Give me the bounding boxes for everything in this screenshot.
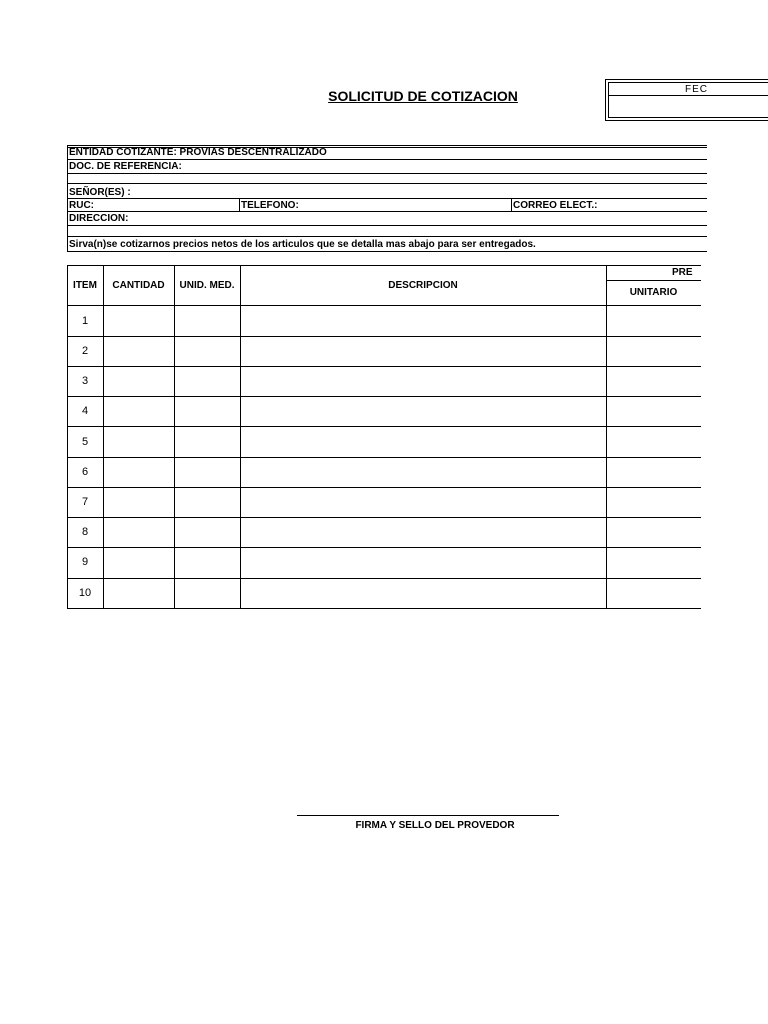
item-number: 7 [81, 496, 89, 508]
item-number: 4 [81, 405, 89, 417]
direccion-label: DIRECCION: [69, 213, 129, 224]
table-line [67, 336, 701, 337]
doc-referencia-label: DOC. DE REFERENCIA: [69, 161, 182, 172]
item-number: 10 [78, 587, 92, 599]
table-border [606, 265, 607, 609]
table-top-border [67, 265, 701, 266]
precio-subheader-line [606, 280, 701, 281]
header-cantidad: CANTIDAD [112, 280, 165, 291]
senores-label: SEÑOR(ES) : [69, 187, 131, 198]
item-number: 3 [81, 375, 89, 387]
table-line [67, 366, 701, 367]
item-number: 6 [81, 466, 89, 478]
item-number: 8 [81, 526, 89, 538]
item-number: 5 [81, 436, 89, 448]
table-bottom-border [67, 608, 701, 609]
header-item: ITEM [73, 280, 97, 291]
header-descripcion: DESCRIPCION [388, 280, 458, 291]
entidad-label: ENTIDAD COTIZANTE: PROVIAS DESCENTRALIZADO [69, 147, 327, 158]
table-border [240, 265, 241, 609]
item-number: 9 [81, 556, 89, 568]
table-line [67, 487, 701, 488]
item-number: 2 [81, 345, 89, 357]
fecha-label: FEC [685, 84, 708, 95]
table-border [103, 265, 104, 609]
header-unitario: UNITARIO [629, 287, 678, 298]
nota-text: Sirva(n)se cotizarnos precios netos de los articulos que se detalla mas abajo para ser entregados. [69, 239, 536, 250]
signature-label: FIRMA Y SELLO DEL PROVEDOR [355, 820, 515, 831]
header-unidad: UNID. MED. [179, 280, 235, 291]
table-line [67, 396, 701, 397]
table-border [174, 265, 175, 609]
ruc-label: RUC: [69, 200, 94, 211]
signature-line [297, 815, 559, 816]
correo-label: CORREO ELECT.: [513, 200, 598, 211]
table-line [67, 547, 701, 548]
table-line [67, 457, 701, 458]
item-number: 1 [81, 315, 89, 327]
telefono-label: TELEFONO: [241, 200, 299, 211]
page-title: SOLICITUD DE COTIZACION [328, 88, 518, 104]
table-line [67, 578, 701, 579]
table-line [67, 517, 701, 518]
table-line [67, 426, 701, 427]
header-precio: PRE [672, 267, 693, 278]
table-line [67, 305, 701, 306]
